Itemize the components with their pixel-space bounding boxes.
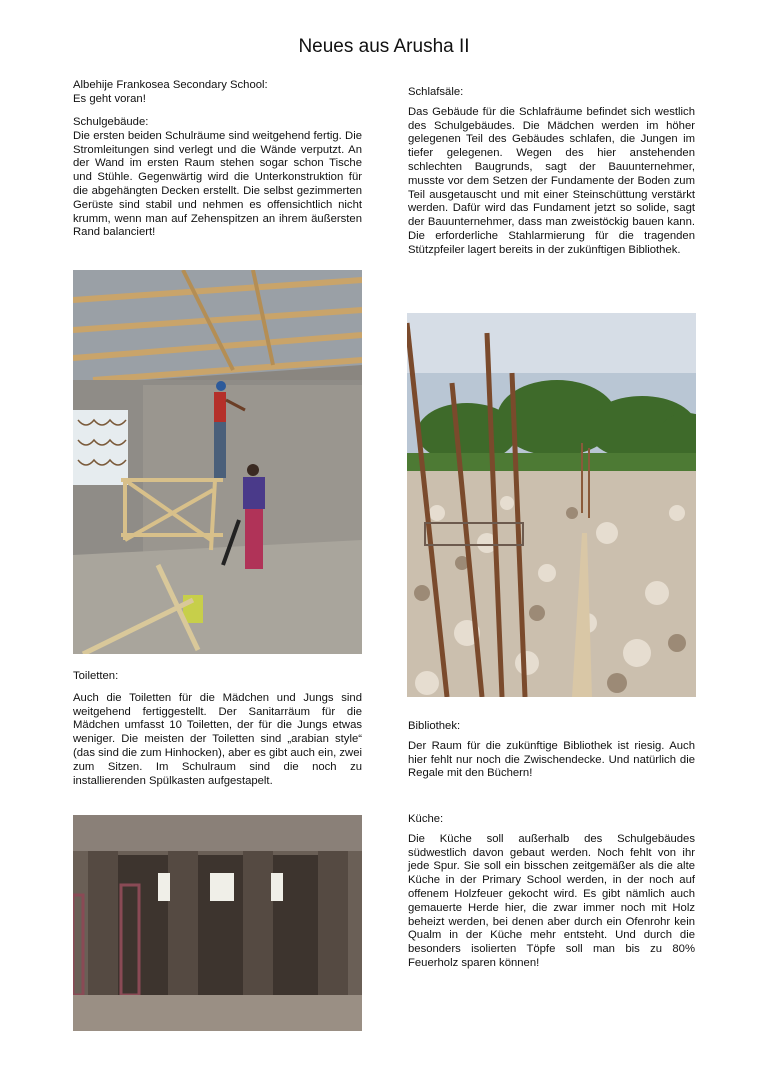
photo-foundation-rebar: [407, 313, 696, 697]
section-bibliothek: [408, 720, 695, 781]
intro-subtitle: Es geht voran!: [73, 92, 146, 105]
schulgebaeude-text: Die ersten beiden Schulräume sind weitgehend fertig. Die Stromleitungen sind verlegt und die Wände verputzt. An der Wand im ersten Raum stehen sogar schon Tische und Stühle. Gegenwärtig wird die Unterkonstruktion für die abgehängten Decken erstellt. Die selbst gezimmerten Gerüste sind stabil und nehmen es offensichtlich nicht krumm, wenn man auf Zehenspitzen an ihrem äußersten Rand balanciert!: [73, 129, 362, 239]
bibliothek-heading: Bibliothek:: [408, 720, 461, 732]
schlafsaele-heading: Schlafsäle:: [408, 86, 464, 98]
section-schlafsaele: [408, 86, 695, 258]
photo-classroom-construction: [73, 270, 362, 654]
toiletten-text: Auch die Toiletten für die Mädchen und Jungs sind weitgehend fertiggestellt. Der Sanitarräum für die Mädchen umfasst 10 Toiletten, der für die Jungs etwas weniger. Die meisten der Toiletten sind „arabian style“ (das sind die zum Hinhocken), aber es gibt auch ein, zwei zum Sitzen. Im Schulraum sind die noch zu installierenden Spülkasten aufgestapelt.: [73, 691, 362, 787]
bibliothek-text: Der Raum für die zukünftige Bibliothek ist riesig. Auch hier fehlt nur noch die Zwischendecke. Und natürlich die Regale mit den Büchern!: [408, 739, 695, 780]
kueche-text: Die Küche soll außerhalb des Schulgebäudes südwestlich davon gebaut werden. Noch fehlt von ihr jede Spur. Sie soll ein bisschen zeitgemäßer als die alte Küche in der Primary School werden, in der noch auf offenem Holzfeuer gekocht wird. Es gibt nämlich auch gemauerte Herde hier, die zwar immer noch mit Holz beheizt werden, bei denen aber durch ein Ofenrohr kein Qualm in der Küche mehr entsteht. Und durch die besonders isolierten Töpfe soll man bis zu 80% Feuerholz sparen können!: [408, 832, 695, 969]
page-title: Neues aus Arusha II: [298, 36, 470, 57]
intro-block: [73, 79, 362, 107]
schulgebaeude-heading: Schulgebäude:: [73, 116, 149, 128]
section-kueche: [408, 813, 695, 971]
intro-school-name: Albehije Frankosea Secondary School:: [73, 79, 268, 91]
section-schulgebaeude: [73, 116, 362, 240]
section-toiletten: [73, 670, 362, 788]
schlafsaele-text: Das Gebäude für die Schlafräume befindet sich westlich des Schulgebäudes. Die Mädchen werden im höher gelegenen Teil des Gebäudes schlafen, die Jungen im tiefer gelegenen. Wegen des hier anstehenden schlechten Baugrunds, sagt der Bauunternehmer, musste vor dem Setzen der Fundamente der Boden zum Teil ausgetauscht und mit einer Steinschüttung verstärkt werden. Dafür wird das Fundament jetzt so solide, sagt der Bauunternehmer, dass man zweistöckig bauen kann. Die erforderliche Stahlarmierung für die tragenden Stützpfeiler lagert bereits in der zukünftigen Bibliothek.: [408, 105, 695, 256]
toiletten-heading: Toiletten:: [73, 670, 119, 682]
photo-toilet-stalls: [73, 815, 362, 1031]
kueche-heading: Küche:: [408, 813, 444, 825]
